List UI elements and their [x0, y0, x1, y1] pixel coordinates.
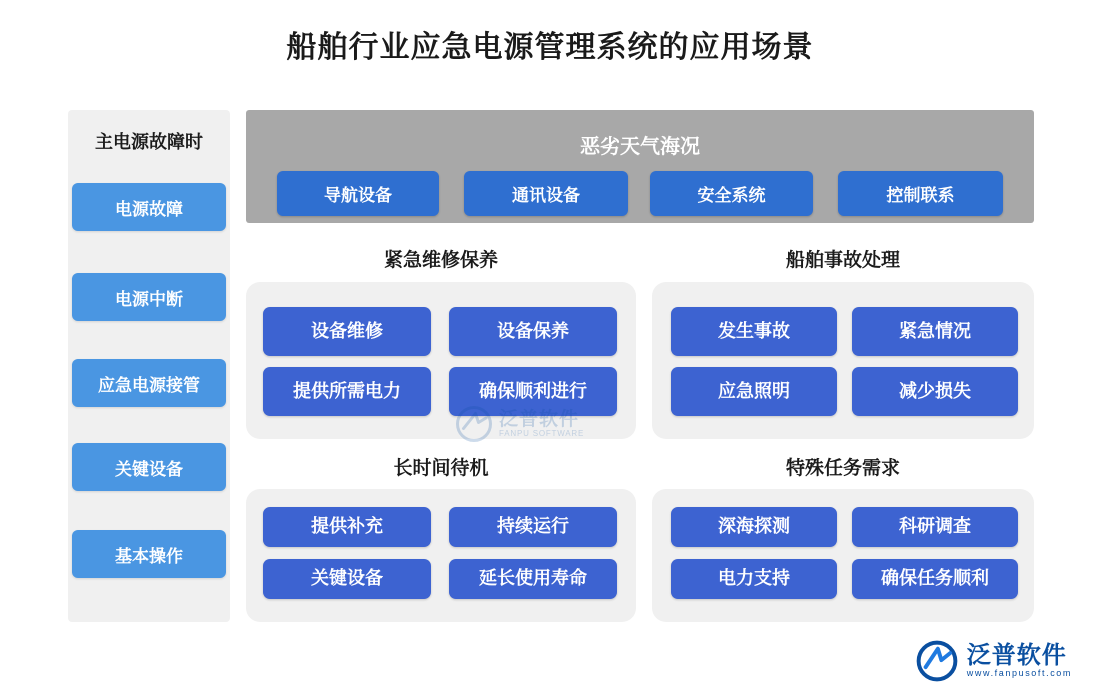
chip-ensure-smooth[interactable]: 确保顺利进行 — [449, 367, 617, 416]
watermark-name-cn: 泛普软件 — [499, 408, 580, 430]
brand-logo — [916, 640, 1072, 682]
chip-provide-power[interactable]: 提供所需电力 — [263, 367, 431, 416]
chip-continuous-operation[interactable]: 持续运行 — [449, 507, 617, 547]
left-item-key-equipment[interactable]: 关键设备 — [72, 443, 226, 491]
chip-extend-lifespan[interactable]: 延长使用寿命 — [449, 559, 617, 599]
section-heading-long-standby: 长时间待机 — [393, 458, 489, 479]
chip-equipment-repair[interactable]: 设备维修 — [263, 307, 431, 356]
page-title: 船舶行业应急电源管理系统的应用场景 — [286, 31, 814, 64]
top-chip-communication[interactable]: 通讯设备 — [464, 171, 628, 216]
left-item-power-fault[interactable]: 电源故障 — [72, 183, 226, 231]
top-band-heading: 恶劣天气海况 — [580, 136, 700, 158]
top-chip-control-link[interactable]: 控制联系 — [838, 171, 1003, 216]
chip-emergency-lighting[interactable]: 应急照明 — [671, 367, 837, 416]
chip-deep-sea-exploration[interactable]: 深海探测 — [671, 507, 837, 547]
chip-provide-supplement[interactable]: 提供补充 — [263, 507, 431, 547]
panel-long-standby — [246, 489, 636, 622]
left-item-basic-operation[interactable]: 基本操作 — [72, 530, 226, 578]
panel-emergency-maintenance — [246, 282, 636, 439]
brand-name-cn: 泛普软件 — [966, 642, 1067, 670]
top-chip-safety-system[interactable]: 安全系统 — [650, 171, 813, 216]
panel-accident-handling — [652, 282, 1034, 439]
top-chip-navigation[interactable]: 导航设备 — [277, 171, 439, 216]
chip-equipment-upkeep[interactable]: 设备保养 — [449, 307, 617, 356]
left-item-power-interruption[interactable]: 电源中断 — [72, 273, 226, 321]
chip-emergency-situation[interactable]: 紧急情况 — [852, 307, 1018, 356]
panel-special-mission — [652, 489, 1034, 622]
section-heading-accident-handling: 船舶事故处理 — [785, 250, 900, 271]
brand-url: www.fanpusoft.com — [966, 668, 1072, 679]
left-item-emergency-takeover[interactable]: 应急电源接管 — [72, 359, 226, 407]
chip-scientific-survey[interactable]: 科研调查 — [852, 507, 1018, 547]
left-column-heading: 主电源故障时 — [95, 132, 203, 152]
chip-accident-occurs[interactable]: 发生事故 — [671, 307, 837, 356]
section-heading-emergency-maintenance: 紧急维修保养 — [383, 250, 498, 271]
watermark-name-en: FANPU SOFTWARE — [499, 428, 585, 438]
chip-ensure-mission[interactable]: 确保任务顺利 — [852, 559, 1018, 599]
brand-logo-icon — [916, 640, 958, 682]
chip-reduce-loss[interactable]: 减少损失 — [852, 367, 1018, 416]
chip-power-support[interactable]: 电力支持 — [671, 559, 837, 599]
chip-key-equipment[interactable]: 关键设备 — [263, 559, 431, 599]
section-heading-special-mission: 特殊任务需求 — [785, 458, 900, 479]
